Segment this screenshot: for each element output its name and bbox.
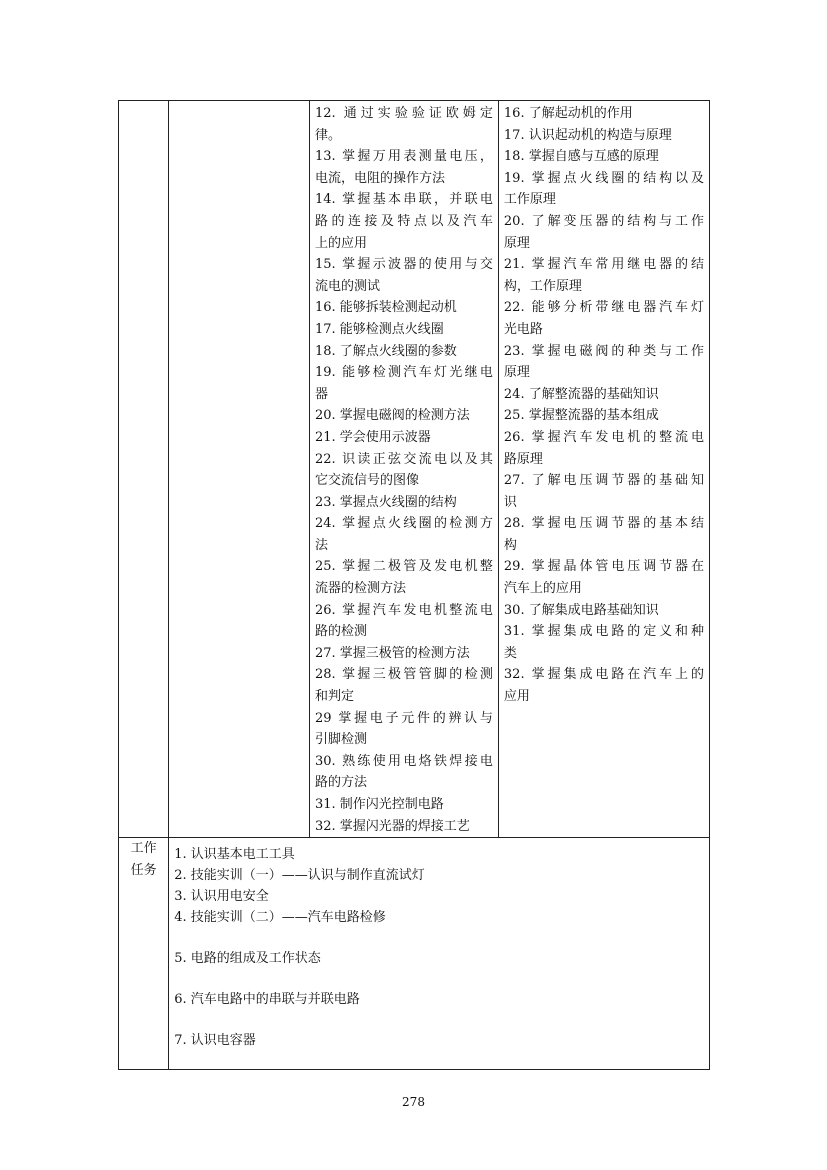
skill-item xyxy=(315,449,493,492)
skill-item xyxy=(315,600,493,643)
skill-item xyxy=(315,556,493,599)
skill-item-line: 25. 掌握二极管及发电机整 xyxy=(314,559,493,575)
knowledge-item-line: 工作原理 xyxy=(503,192,556,208)
skill-item-line: 器 xyxy=(314,386,328,402)
knowledge-item-line: 类 xyxy=(503,645,517,661)
skill-item-line: 路的连接及特点以及汽车 xyxy=(314,213,493,229)
skill-item-line: 流电的测试 xyxy=(314,278,380,294)
skill-item-line: 21. 学会使用示波器 xyxy=(314,429,431,445)
skill-item-line: 和判定 xyxy=(314,689,354,705)
work-task-item: 6. 汽车电路中的串联与并联电路 xyxy=(174,992,360,1008)
skill-item-line: 23. 掌握点火线圈的结构 xyxy=(314,494,457,510)
skill-item-line: 19. 能够检测汽车灯光继电 xyxy=(314,365,493,381)
knowledge-item xyxy=(504,384,704,406)
skill-item-line: 27. 掌握三极管的检测方法 xyxy=(314,645,470,661)
knowledge-item-line: 32. 掌握集成电路在汽车上的 xyxy=(503,667,704,683)
knowledge-item-line: 汽车上的应用 xyxy=(503,581,582,597)
work-task-item: 4. 技能实训（二）——汽车电路检修 xyxy=(174,910,386,926)
knowledge-item xyxy=(504,168,704,211)
skill-item-line: 31. 制作闪光控制电路 xyxy=(314,797,444,812)
work-task-item: 7. 认识电容器 xyxy=(174,1033,256,1049)
skill-item xyxy=(315,341,493,363)
knowledge-item-line: 20. 了解变压器的结构与工作 xyxy=(503,213,704,229)
knowledge-item xyxy=(504,254,704,297)
knowledge-item-line: 22. 能够分析带继电器汽车灯 xyxy=(503,300,704,316)
work-task-item: 2. 技能实训（一）——认识与制作直流试灯 xyxy=(174,868,425,884)
knowledge-item xyxy=(504,621,704,664)
knowledge-item xyxy=(504,664,704,707)
knowledge-item-line: 19. 掌握点火线圈的结构以及 xyxy=(503,170,704,186)
knowledge-item-line: 构，工作原理 xyxy=(503,278,582,294)
work-tasks-label-line1: 工作 xyxy=(130,841,157,857)
skill-item-line: 18. 了解点火线圈的参数 xyxy=(314,343,457,359)
skill-item-line: 12. 通过实验验证欧姆定 xyxy=(314,106,493,121)
knowledge-item-line: 18. 掌握自感与互感的原理 xyxy=(503,149,659,165)
work-tasks-label-cell xyxy=(119,838,169,1070)
skill-item xyxy=(315,146,493,189)
knowledge-item xyxy=(504,103,704,125)
knowledge-item-line: 构 xyxy=(503,537,517,553)
skill-item-line: 路的检测 xyxy=(314,624,367,640)
knowledge-item-line: 26. 掌握汽车发电机的整流电 xyxy=(503,429,704,445)
knowledge-item xyxy=(504,211,704,254)
knowledge-item xyxy=(504,297,704,340)
knowledge-item xyxy=(504,405,704,427)
skill-item-line: 律。 xyxy=(314,127,341,143)
knowledge-item-line: 识 xyxy=(503,494,517,510)
skill-item xyxy=(315,643,493,665)
skill-item xyxy=(315,405,493,427)
work-task-item: 3. 认识用电安全 xyxy=(174,889,269,905)
skill-item xyxy=(315,189,493,254)
knowledge-item-line: 29. 掌握晶体管电压调节器在 xyxy=(503,559,704,575)
knowledge-item-line: 28. 掌握电压调节器的基本结 xyxy=(503,516,704,532)
empty-module-cell xyxy=(169,101,310,838)
skill-item xyxy=(315,794,493,816)
skill-item-line: 17. 能够检测点火线圈 xyxy=(314,321,444,337)
skill-item-line: 24. 掌握点火线圈的检测方 xyxy=(314,516,493,532)
skill-item xyxy=(315,708,493,751)
knowledge-cell xyxy=(498,101,709,838)
skill-item xyxy=(315,751,493,794)
skill-item xyxy=(315,427,493,449)
work-tasks-row xyxy=(119,838,710,1070)
knowledge-item-line: 光电路 xyxy=(503,321,543,337)
knowledge-item xyxy=(504,341,704,384)
skills-list xyxy=(310,101,498,837)
skill-item-line: 引脚检测 xyxy=(314,732,367,748)
work-task-item: 1. 认识基本电工工具 xyxy=(174,847,295,863)
skill-item-line: 15. 掌握示波器的使用与交 xyxy=(314,257,493,273)
skill-item xyxy=(315,362,493,405)
skill-item-line: 法 xyxy=(314,537,328,553)
knowledge-item xyxy=(504,600,704,622)
skill-item xyxy=(315,816,493,838)
skill-item xyxy=(315,492,493,514)
skill-item-line: 29 掌握电子元件的辨认与 xyxy=(314,710,493,726)
skill-item-line: 26. 掌握汽车发电机整流电 xyxy=(314,602,493,618)
knowledge-item-line: 25. 掌握整流器的基本组成 xyxy=(503,408,659,424)
skill-item-line: 32. 掌握闪光器的焊接工艺 xyxy=(314,818,470,834)
knowledge-item-line: 31. 掌握集成电路的定义和种 xyxy=(503,624,704,640)
skill-item xyxy=(315,664,493,707)
knowledge-item-line: 原理 xyxy=(503,235,530,251)
knowledge-item-line: 30. 了解集成电路基础知识 xyxy=(503,602,659,618)
skill-item xyxy=(315,319,493,341)
skill-item-line: 电流，电阻的操作方法 xyxy=(314,170,445,186)
knowledge-item xyxy=(504,513,704,556)
skill-item-line: 13. 掌握万用表测量电压， xyxy=(314,149,493,165)
skill-item-line: 上的应用 xyxy=(314,235,367,251)
empty-label-cell xyxy=(119,101,169,838)
skill-item-line: 20. 掌握电磁阀的检测方法 xyxy=(314,408,470,424)
skill-item-line: 路的方法 xyxy=(314,775,367,791)
skill-item-line: 它交流信号的图像 xyxy=(314,473,419,489)
knowledge-item xyxy=(504,427,704,470)
knowledge-item-line: 21. 掌握汽车常用继电器的结 xyxy=(503,257,704,273)
course-table xyxy=(118,100,710,1070)
skill-item xyxy=(315,254,493,297)
knowledge-item xyxy=(504,470,704,513)
skill-item-line: 14. 掌握基本串联，并联电 xyxy=(314,192,493,208)
knowledge-item-line: 27. 了解电压调节器的基础知 xyxy=(503,473,704,489)
knowledge-item-line: 应用 xyxy=(503,689,530,705)
knowledge-item xyxy=(504,146,704,168)
skill-item-line: 16. 能够拆装检测起动机 xyxy=(314,300,457,316)
knowledge-item xyxy=(504,125,704,147)
knowledge-item-line: 24. 了解整流器的基础知识 xyxy=(503,386,659,402)
skill-item-line: 22. 识读正弦交流电以及其 xyxy=(314,451,493,467)
page-number: 278 xyxy=(402,1095,425,1109)
skill-item xyxy=(315,103,493,146)
skill-item xyxy=(315,297,493,319)
knowledge-item-line: 16. 了解起动机的作用 xyxy=(503,106,633,121)
knowledge-item-line: 原理 xyxy=(503,365,530,381)
work-tasks-list xyxy=(169,838,709,1059)
skill-item-line: 28. 掌握三极管管脚的检测 xyxy=(314,667,493,683)
skill-item xyxy=(315,513,493,556)
work-tasks-label-line2: 任务 xyxy=(130,863,157,879)
skills-cell xyxy=(309,101,498,838)
knowledge-item-line: 17. 认识起动机的构造与原理 xyxy=(503,127,672,143)
skills-knowledge-row xyxy=(119,101,710,838)
work-tasks-cell xyxy=(169,838,710,1070)
knowledge-item-line: 23. 掌握电磁阀的种类与工作 xyxy=(503,343,704,359)
skill-item-line: 流器的检测方法 xyxy=(314,581,406,597)
knowledge-item xyxy=(504,556,704,599)
skill-item-line: 30. 熟练使用电烙铁焊接电 xyxy=(314,753,493,769)
knowledge-list xyxy=(499,101,709,708)
work-task-item: 5. 电路的组成及工作状态 xyxy=(174,951,321,967)
knowledge-item-line: 路原理 xyxy=(503,451,543,467)
